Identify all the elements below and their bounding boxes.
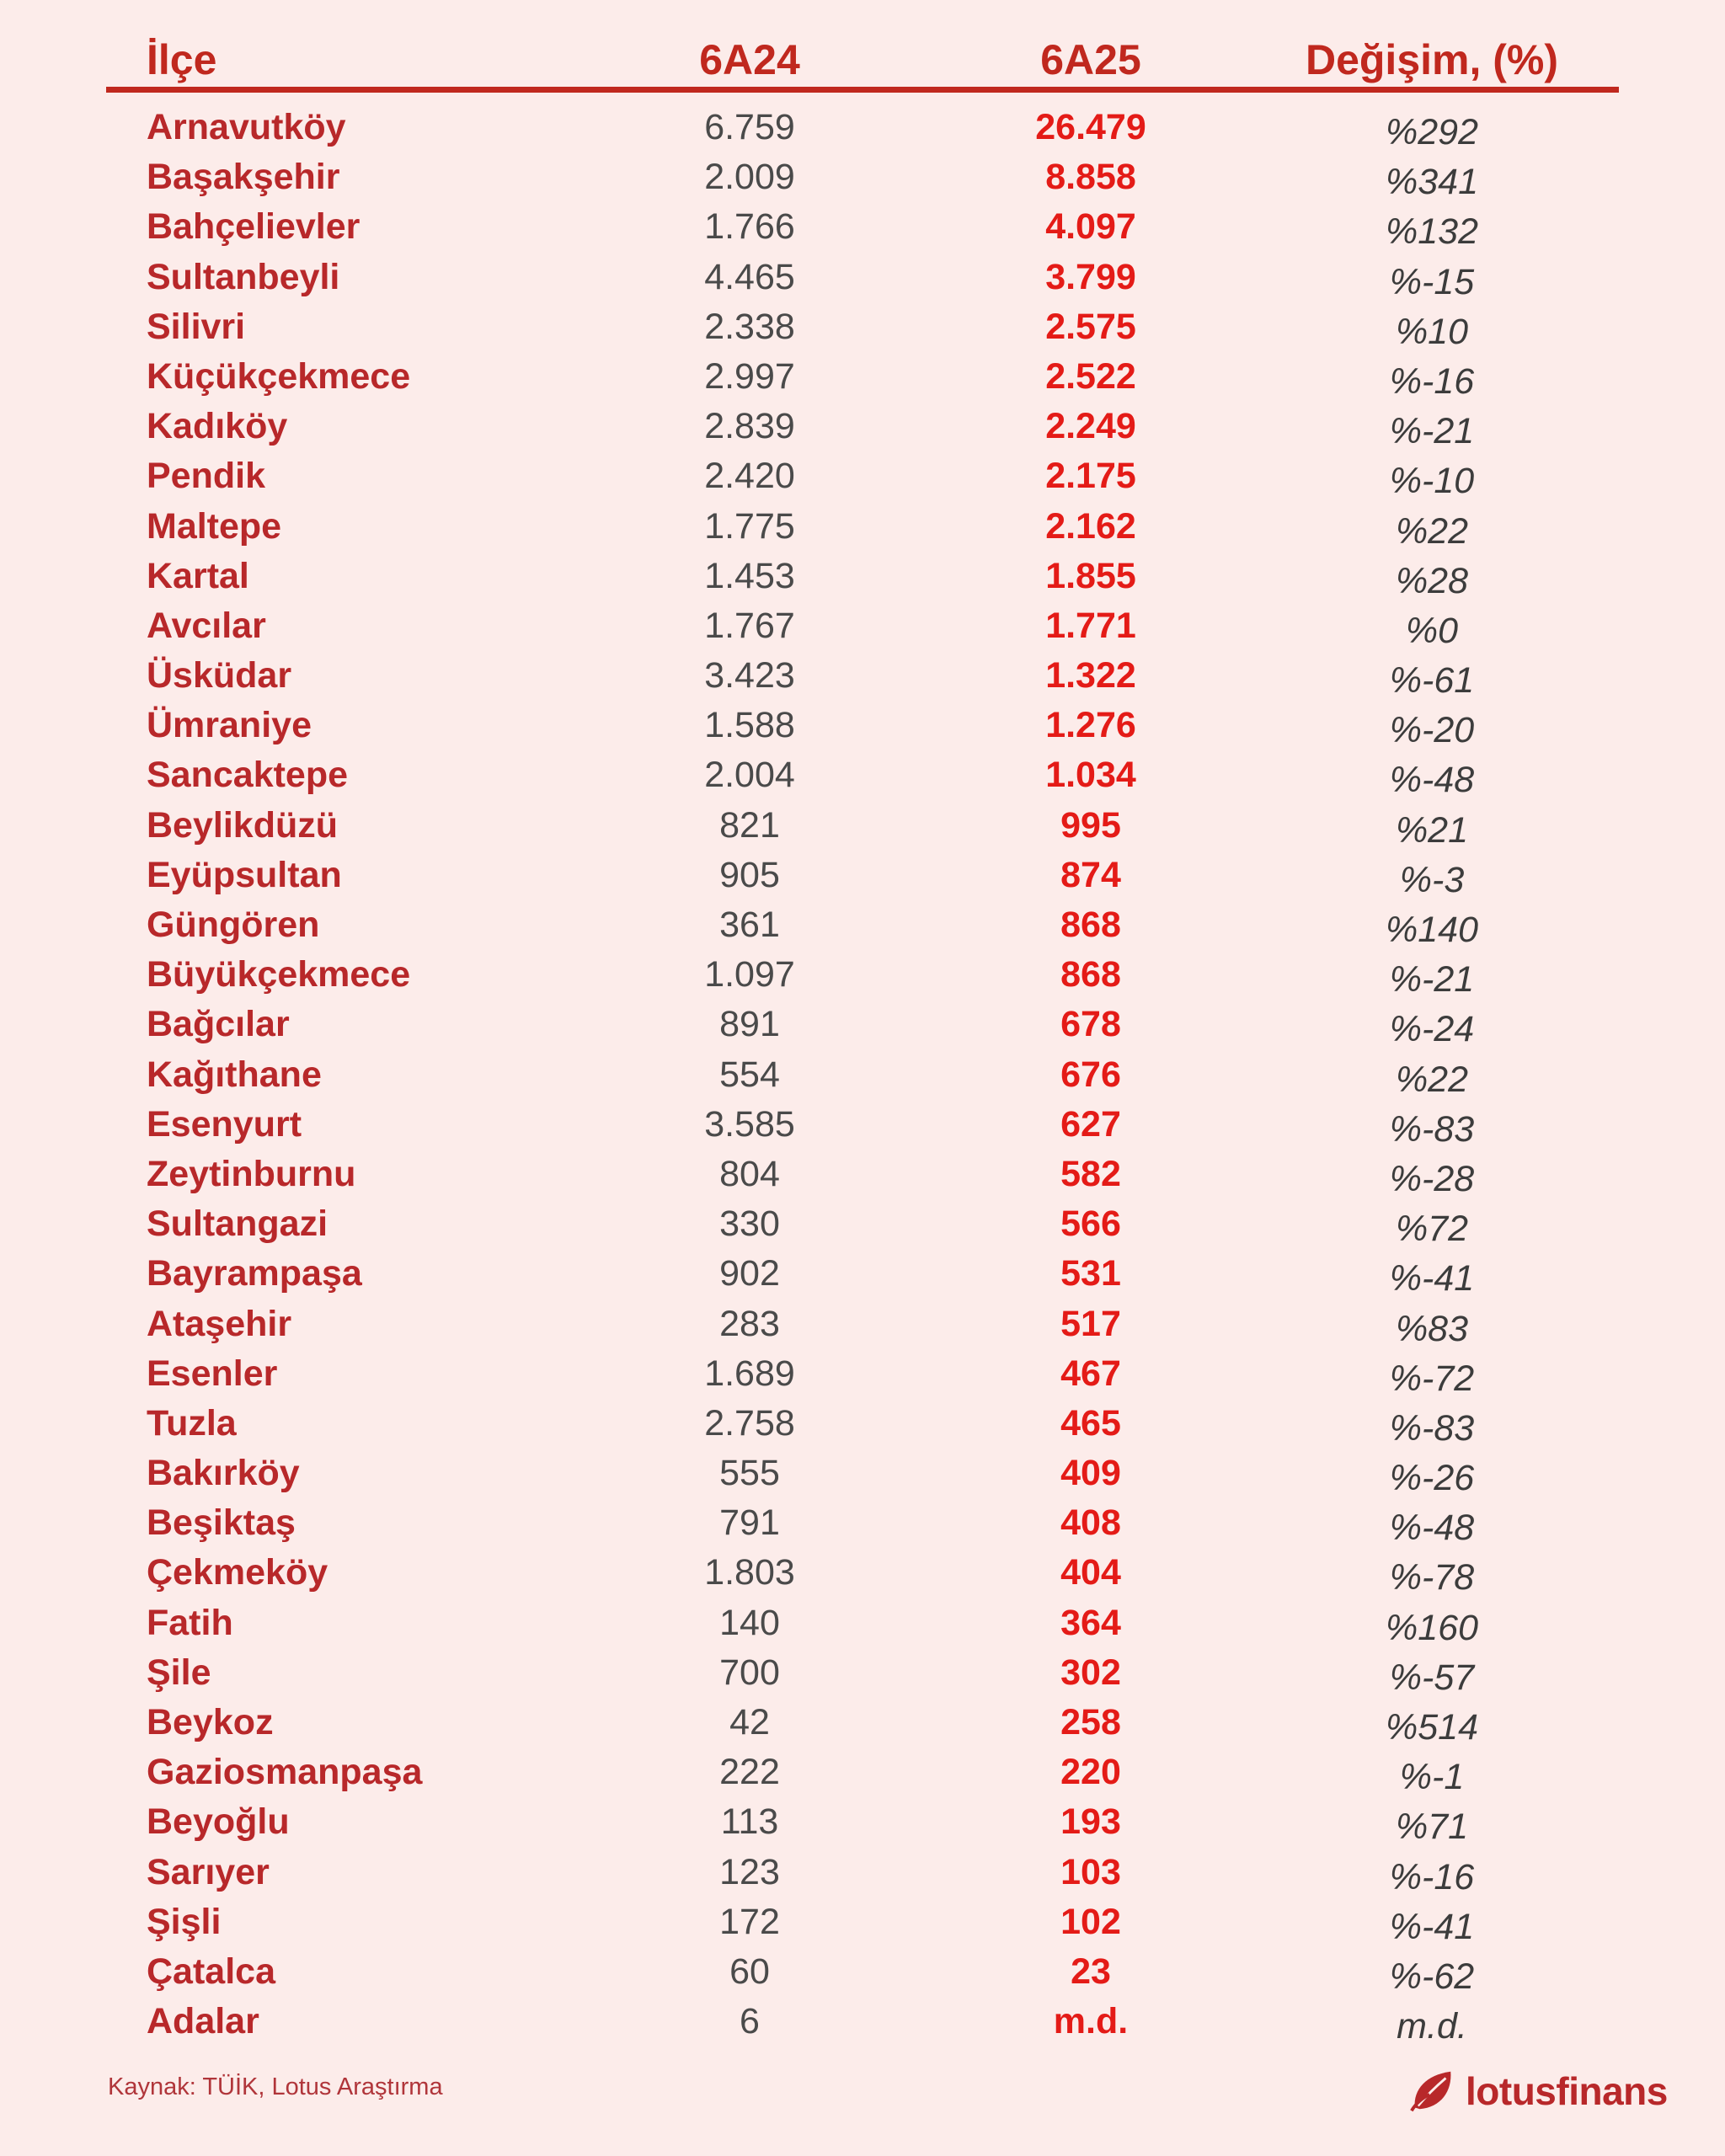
table-row — [0, 1548, 1725, 1598]
value-6a24-cell: 113 — [720, 1801, 779, 1843]
value-6a25-cell: 8.858 — [1045, 157, 1136, 198]
table-row — [0, 1249, 1725, 1299]
change-cell: %-41 — [1389, 1906, 1475, 1947]
district-cell: Küçükçekmece — [147, 355, 411, 397]
district-cell: Sancaktepe — [147, 755, 349, 796]
change-cell: %-20 — [1389, 710, 1475, 751]
table-row — [0, 152, 1725, 202]
district-cell: Beşiktaş — [147, 1502, 296, 1544]
lotus-leaf-icon — [1408, 2067, 1457, 2116]
value-6a25-cell: 465 — [1060, 1402, 1121, 1444]
table-row — [0, 1349, 1725, 1399]
value-6a25-cell: 2.249 — [1045, 406, 1136, 447]
value-6a24-cell: 791 — [719, 1502, 780, 1544]
value-6a24-cell: 6.759 — [704, 107, 795, 147]
value-6a25-cell: 23 — [1071, 1951, 1111, 1992]
table-row — [0, 1150, 1725, 1199]
change-cell: %-21 — [1389, 411, 1475, 452]
value-6a24-cell: 330 — [719, 1203, 780, 1245]
value-6a25-cell: 302 — [1060, 1652, 1121, 1693]
district-cell: Sultangazi — [147, 1203, 328, 1245]
value-6a25-cell: 4.097 — [1045, 206, 1136, 248]
district-cell: Kağıthane — [147, 1054, 322, 1095]
table-row — [0, 1399, 1725, 1449]
table-row — [0, 1498, 1725, 1548]
value-6a24-cell: 283 — [719, 1303, 780, 1344]
value-6a24-cell: 3.585 — [704, 1103, 795, 1145]
district-cell: Bahçelievler — [147, 206, 360, 248]
value-6a25-cell: 1.276 — [1045, 705, 1136, 746]
value-6a25-cell: 517 — [1060, 1303, 1121, 1344]
district-cell: Tuzla — [147, 1402, 237, 1444]
district-cell: Esenyurt — [147, 1103, 302, 1145]
table-row — [0, 950, 1725, 1000]
change-cell: %83 — [1395, 1308, 1469, 1349]
value-6a24-cell: 3.423 — [704, 655, 795, 696]
district-cell: Ataşehir — [147, 1303, 292, 1344]
district-cell: Silivri — [147, 306, 246, 347]
value-6a24-cell: 891 — [719, 1004, 780, 1045]
table-row — [0, 502, 1725, 552]
table-row — [0, 1199, 1725, 1249]
change-cell: %-24 — [1389, 1009, 1475, 1050]
table-row — [0, 1598, 1725, 1648]
district-cell: Arnavutköy — [147, 107, 346, 147]
table-row — [0, 1648, 1725, 1698]
change-cell: %-83 — [1389, 1407, 1475, 1449]
district-cell: Bağcılar — [147, 1004, 290, 1045]
table-row — [0, 900, 1725, 950]
district-cell: Bayrampaşa — [147, 1253, 362, 1294]
change-cell: m.d. — [1397, 2006, 1467, 2047]
table-row — [0, 651, 1725, 701]
change-cell: %28 — [1395, 560, 1469, 601]
value-6a25-cell: 103 — [1060, 1851, 1121, 1892]
value-6a24-cell: 1.775 — [704, 505, 795, 547]
brand-name: lotusfinans — [1466, 2069, 1668, 2113]
header-divider — [106, 87, 1619, 93]
value-6a24-cell: 4.465 — [704, 256, 795, 297]
district-cell: Esenler — [147, 1353, 278, 1394]
change-cell: %-15 — [1389, 261, 1475, 302]
header-district: İlçe — [147, 36, 217, 83]
change-cell: %-83 — [1389, 1108, 1475, 1150]
value-6a24-cell: 60 — [729, 1951, 770, 1992]
table-row — [0, 1897, 1725, 1947]
value-6a25-cell: 1.322 — [1045, 655, 1136, 696]
change-cell: %140 — [1386, 910, 1478, 950]
value-6a24-cell: 555 — [719, 1453, 780, 1494]
table-row — [0, 701, 1725, 750]
value-6a24-cell: 1.588 — [704, 705, 795, 746]
table-body — [0, 103, 1725, 2047]
value-6a25-cell: 874 — [1060, 854, 1121, 895]
district-cell: Gaziosmanpaşa — [147, 1752, 423, 1793]
value-6a24-cell: 2.420 — [704, 456, 795, 497]
change-cell: %-48 — [1389, 760, 1475, 801]
value-6a24-cell: 2.338 — [704, 306, 795, 347]
table-row — [0, 552, 1725, 601]
change-cell: %-57 — [1389, 1657, 1475, 1698]
value-6a24-cell: 1.766 — [704, 206, 795, 248]
value-6a25-cell: 364 — [1060, 1602, 1121, 1643]
table-row — [0, 1449, 1725, 1498]
district-cell: Bakırköy — [147, 1453, 300, 1494]
table-row — [0, 103, 1725, 152]
value-6a25-cell: 467 — [1060, 1353, 1121, 1394]
district-cell: Şişli — [147, 1901, 222, 1942]
value-6a24-cell: 1.097 — [704, 954, 795, 995]
table-row — [0, 1000, 1725, 1049]
value-6a24-cell: 2.004 — [704, 755, 795, 796]
change-cell: %21 — [1395, 809, 1469, 851]
value-6a24-cell: 222 — [719, 1752, 780, 1793]
value-6a24-cell: 821 — [719, 804, 780, 846]
district-cell: Çatalca — [147, 1951, 275, 1992]
value-6a25-cell: 2.575 — [1045, 306, 1136, 347]
district-cell: Eyüpsultan — [147, 854, 342, 895]
district-cell: Zeytinburnu — [147, 1153, 356, 1194]
value-6a25-cell: 220 — [1060, 1752, 1121, 1793]
change-cell: %-48 — [1389, 1508, 1475, 1549]
district-cell: Beyoğlu — [147, 1801, 290, 1843]
change-cell: %-16 — [1389, 360, 1475, 402]
value-6a24-cell: 1.803 — [704, 1552, 795, 1593]
change-cell: %22 — [1395, 1059, 1469, 1100]
change-cell: %-41 — [1389, 1258, 1475, 1299]
change-cell: %-61 — [1389, 660, 1475, 702]
value-6a25-cell: 102 — [1060, 1901, 1121, 1942]
district-cell: Beykoz — [147, 1702, 274, 1742]
value-6a25-cell: 531 — [1060, 1253, 1121, 1294]
change-cell: %-26 — [1389, 1458, 1475, 1499]
district-cell: Kadıköy — [147, 406, 288, 447]
district-cell: Fatih — [147, 1602, 233, 1643]
brand-logo — [1408, 2062, 1668, 2121]
change-cell: %10 — [1395, 311, 1469, 352]
value-6a25-cell: 676 — [1060, 1054, 1121, 1095]
district-cell: Büyükçekmece — [147, 954, 411, 995]
value-6a25-cell: 868 — [1060, 954, 1121, 995]
table-row — [0, 801, 1725, 851]
value-6a24-cell: 804 — [719, 1153, 780, 1194]
table-row — [0, 402, 1725, 451]
change-cell: %-3 — [1399, 859, 1465, 900]
table-row — [0, 1947, 1725, 1997]
district-cell: Şile — [147, 1652, 211, 1693]
table-row — [0, 1748, 1725, 1797]
value-6a24-cell: 905 — [719, 854, 780, 895]
table-row — [0, 1797, 1725, 1847]
value-6a25-cell: 2.522 — [1045, 355, 1136, 397]
value-6a25-cell: 1.034 — [1045, 755, 1136, 796]
table-row — [0, 851, 1725, 900]
district-cell: Pendik — [147, 456, 265, 497]
change-cell: %-1 — [1399, 1757, 1465, 1798]
value-6a24-cell: 140 — [719, 1602, 780, 1643]
district-cell: Sultanbeyli — [147, 256, 340, 297]
value-6a24-cell: 1.453 — [704, 555, 795, 596]
value-6a24-cell: 2.009 — [704, 157, 795, 198]
table-row — [0, 601, 1725, 651]
change-cell: %160 — [1386, 1607, 1478, 1648]
district-cell: Maltepe — [147, 505, 282, 547]
value-6a25-cell: 1.855 — [1045, 555, 1136, 596]
value-6a24-cell: 902 — [719, 1253, 780, 1294]
value-6a25-cell: 26.479 — [1035, 107, 1146, 147]
value-6a25-cell: 582 — [1060, 1153, 1121, 1194]
header-change: Değişim, (%) — [1305, 36, 1559, 83]
district-cell: Güngören — [147, 905, 320, 945]
district-cell: Adalar — [147, 2001, 259, 2042]
value-6a25-cell: 408 — [1060, 1502, 1121, 1544]
value-6a25-cell: 627 — [1060, 1103, 1121, 1145]
district-cell: Beylikdüzü — [147, 804, 338, 846]
district-cell: Üsküdar — [147, 655, 292, 696]
value-6a24-cell: 2.997 — [704, 355, 795, 397]
table-header — [0, 30, 1725, 89]
change-cell: %-10 — [1389, 461, 1475, 502]
change-cell: %292 — [1386, 112, 1478, 152]
table-row — [0, 1848, 1725, 1897]
value-6a24-cell: 42 — [729, 1702, 770, 1742]
value-6a24-cell: 123 — [719, 1851, 780, 1892]
district-cell: Ümraniye — [147, 705, 312, 746]
table-row — [0, 1050, 1725, 1100]
table-row — [0, 750, 1725, 800]
district-cell: Sarıyer — [147, 1851, 270, 1892]
value-6a25-cell: 2.175 — [1045, 456, 1136, 497]
value-6a24-cell: 554 — [719, 1054, 780, 1095]
change-cell: %-72 — [1389, 1358, 1475, 1399]
district-cell: Kartal — [147, 555, 249, 596]
change-cell: %-28 — [1389, 1158, 1475, 1199]
header-6a24: 6A24 — [699, 36, 800, 83]
change-cell: %-16 — [1389, 1856, 1475, 1897]
change-cell: %132 — [1386, 211, 1478, 253]
table-row — [0, 451, 1725, 501]
value-6a25-cell: 404 — [1060, 1552, 1121, 1593]
change-cell: %514 — [1386, 1707, 1478, 1748]
value-6a25-cell: 1.771 — [1045, 605, 1136, 646]
value-6a25-cell: 2.162 — [1045, 505, 1136, 547]
table-row — [0, 1299, 1725, 1349]
change-cell: %71 — [1395, 1806, 1469, 1848]
table-row — [0, 1698, 1725, 1748]
source-note: Kaynak: TÜİK, Lotus Araştırma — [108, 2073, 443, 2100]
value-6a24-cell: 2.839 — [704, 406, 795, 447]
table-row — [0, 302, 1725, 352]
value-6a24-cell: 1.689 — [704, 1353, 795, 1394]
value-6a24-cell: 361 — [719, 905, 780, 945]
value-6a24-cell: 6 — [740, 2001, 760, 2042]
value-6a25-cell: 995 — [1060, 804, 1121, 846]
value-6a25-cell: 3.799 — [1045, 256, 1136, 297]
value-6a24-cell: 1.767 — [704, 605, 795, 646]
change-cell: %341 — [1386, 162, 1478, 203]
district-cell: Çekmeköy — [147, 1552, 328, 1593]
value-6a25-cell: 258 — [1060, 1702, 1121, 1742]
change-cell: %-21 — [1389, 959, 1475, 1001]
table-row — [0, 352, 1725, 402]
value-6a25-cell: 193 — [1060, 1801, 1121, 1843]
table-row — [0, 1997, 1725, 2047]
change-cell: %-62 — [1389, 1956, 1475, 1997]
change-cell: %72 — [1395, 1209, 1469, 1250]
change-cell: %-78 — [1389, 1557, 1475, 1598]
header-6a25: 6A25 — [1040, 36, 1141, 83]
table-row — [0, 202, 1725, 252]
value-6a25-cell: 678 — [1060, 1004, 1121, 1045]
district-cell: Avcılar — [147, 605, 266, 646]
district-cell: Başakşehir — [147, 157, 340, 198]
value-6a25-cell: 868 — [1060, 905, 1121, 945]
value-6a25-cell: 409 — [1060, 1453, 1121, 1494]
value-6a25-cell: m.d. — [1053, 2001, 1129, 2042]
table-row — [0, 253, 1725, 302]
value-6a24-cell: 700 — [719, 1652, 780, 1693]
value-6a24-cell: 172 — [719, 1901, 780, 1942]
value-6a24-cell: 2.758 — [704, 1402, 795, 1444]
value-6a25-cell: 566 — [1060, 1203, 1121, 1245]
change-cell: %22 — [1395, 510, 1469, 552]
table-row — [0, 1100, 1725, 1150]
change-cell: %0 — [1405, 610, 1459, 651]
